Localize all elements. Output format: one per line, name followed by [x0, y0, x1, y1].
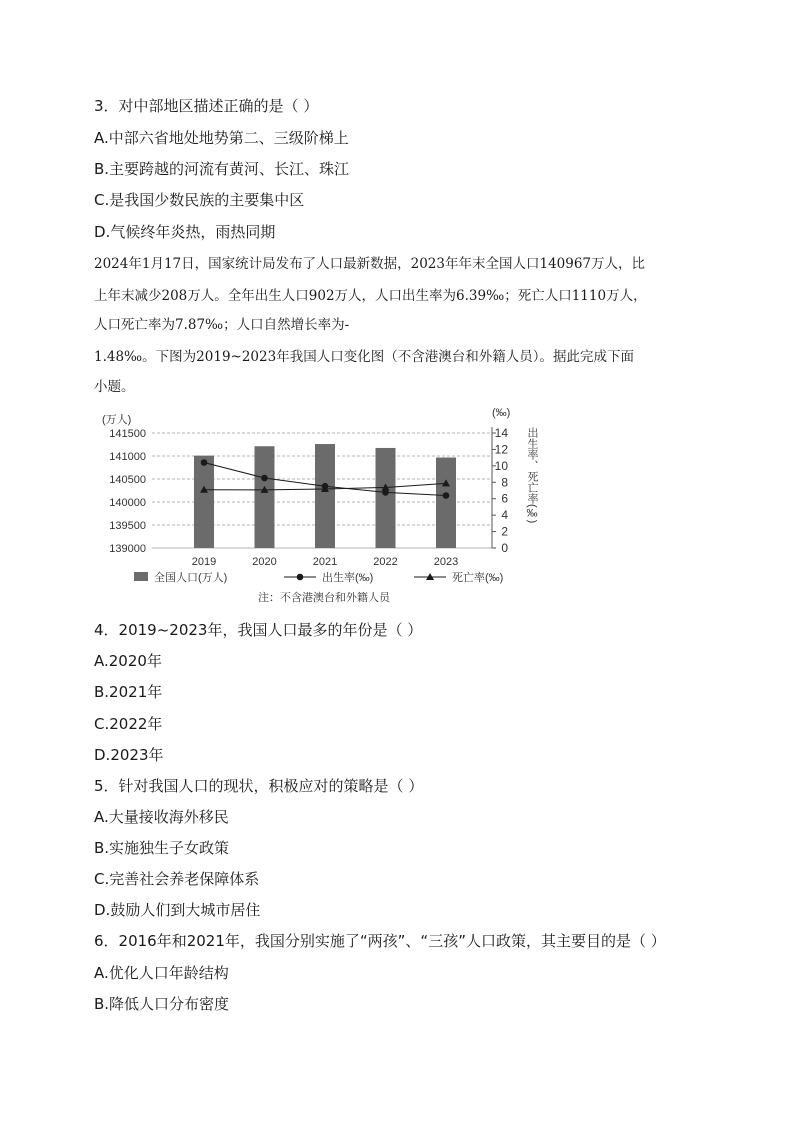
question-5-stem: 5．针对我国人口的现状，积极应对的策略是（ ） [94, 777, 424, 795]
passage-line-5: 小题。 [94, 379, 135, 395]
population-chart [94, 405, 564, 610]
question-4-option-c: C.2022年 [94, 715, 163, 733]
x-axis-tick-label: 2021 [312, 556, 338, 568]
right-axis-unit: (‰) [492, 407, 511, 419]
left-axis-unit: (万人) [102, 414, 132, 426]
chart-bars [194, 444, 456, 548]
left-axis-tick-label: 139500 [109, 520, 146, 532]
passage-line-2: 上年末减少208万人。全年出生人口902万人，人口出生率为6.39‰；死亡人口1110万人， [94, 288, 647, 304]
legend-label-birth-rate: 出生率(‰) [322, 572, 374, 584]
passage-line-4: 1.48‰。下图为2019~2023年我国人口变化图（不含港澳台和外籍人员）。据此完成下面 [94, 349, 634, 365]
x-axis-tick-label: 2022 [373, 556, 398, 568]
question-3-option-a: A.中部六省地处地势第二、三级阶梯上 [94, 129, 349, 147]
birth-rate-point [261, 475, 268, 482]
question-4-option-a: A.2020年 [94, 652, 162, 670]
question-5-option-d: D.鼓励人们到大城市居住 [94, 901, 261, 919]
question-3-option-c: C.是我国少数民族的主要集中区 [94, 191, 305, 209]
legend-swatch-population [134, 572, 148, 581]
right-axis-tick-label: 14 [494, 426, 508, 440]
passage-line-1: 2024年1月17日，国家统计局发布了人口最新数据，2023年年末全国人口140967万人，比 [94, 256, 646, 272]
chart-legend [134, 570, 503, 604]
population-bar [194, 456, 214, 548]
legend-label-death-rate: 死亡率(‰) [452, 572, 504, 584]
question-6-stem: 6．2016年和2021年，我国分别实施了“两孩”、“三孩”人口政策，其主要目的是（ ） [94, 932, 666, 950]
question-3-option-b: B.主要跨越的河流有黄河、长江、珠江 [94, 160, 350, 178]
birth-rate-point [201, 459, 208, 466]
population-bar [255, 446, 275, 548]
right-axis-tick-label: 2 [501, 524, 508, 539]
question-5-option-b: B.实施独生子女政策 [94, 839, 230, 857]
question-6-option-b: B.降低人口分布密度 [94, 995, 230, 1013]
question-5-option-c: C.完善社会养老保障体系 [94, 870, 260, 888]
question-3-stem: 3．对中部地区描述正确的是（ ） [94, 97, 319, 115]
question-3-option-d: D.气候终年炎热，雨热同期 [94, 223, 276, 241]
right-axis-tick-label: 4 [501, 508, 508, 523]
left-axis-tick-label: 139000 [109, 543, 146, 555]
question-6-option-a: A.优化人口年龄结构 [94, 964, 229, 982]
question-4-stem: 4．2019~2023年，我国人口最多的年份是（ ） [94, 621, 423, 639]
left-axis-tick-label: 141000 [109, 451, 146, 463]
legend-swatch-birth-marker [297, 574, 304, 581]
question-4-option-b: B.2021年 [94, 683, 163, 701]
question-4-option-d: D.2023年 [94, 746, 164, 764]
population-bar [315, 444, 335, 548]
left-axis-tick-label: 141500 [109, 428, 146, 440]
right-axis-tick-label: 6 [501, 491, 508, 506]
population-bar [436, 458, 456, 548]
chart-note: 注：不含港澳台和外籍人员 [258, 592, 390, 604]
left-axis-tick-label: 140000 [109, 497, 146, 509]
right-axis-tick-label: 10 [494, 458, 508, 473]
x-axis-tick-label: 2023 [433, 556, 459, 568]
x-axis-tick-label: 2020 [252, 556, 277, 568]
birth-rate-point [443, 492, 450, 499]
population-bar [376, 448, 396, 548]
passage-line-3: 人口死亡率为7.87‰；人口自然增长率为- [94, 317, 350, 333]
population-chart-svg [94, 405, 564, 610]
right-axis-tick-label: 0 [501, 541, 508, 555]
left-axis-tick-label: 140500 [109, 474, 146, 486]
legend-label-population: 全国人口(万人) [154, 572, 228, 584]
question-5-option-a: A.大量接收海外移民 [94, 808, 229, 826]
right-axis-tick-label: 12 [494, 442, 508, 457]
x-axis-tick-label: 2019 [191, 556, 217, 568]
right-axis-label: 出生率、死亡率(‰) [526, 427, 538, 524]
right-axis-tick-label: 8 [501, 475, 508, 490]
